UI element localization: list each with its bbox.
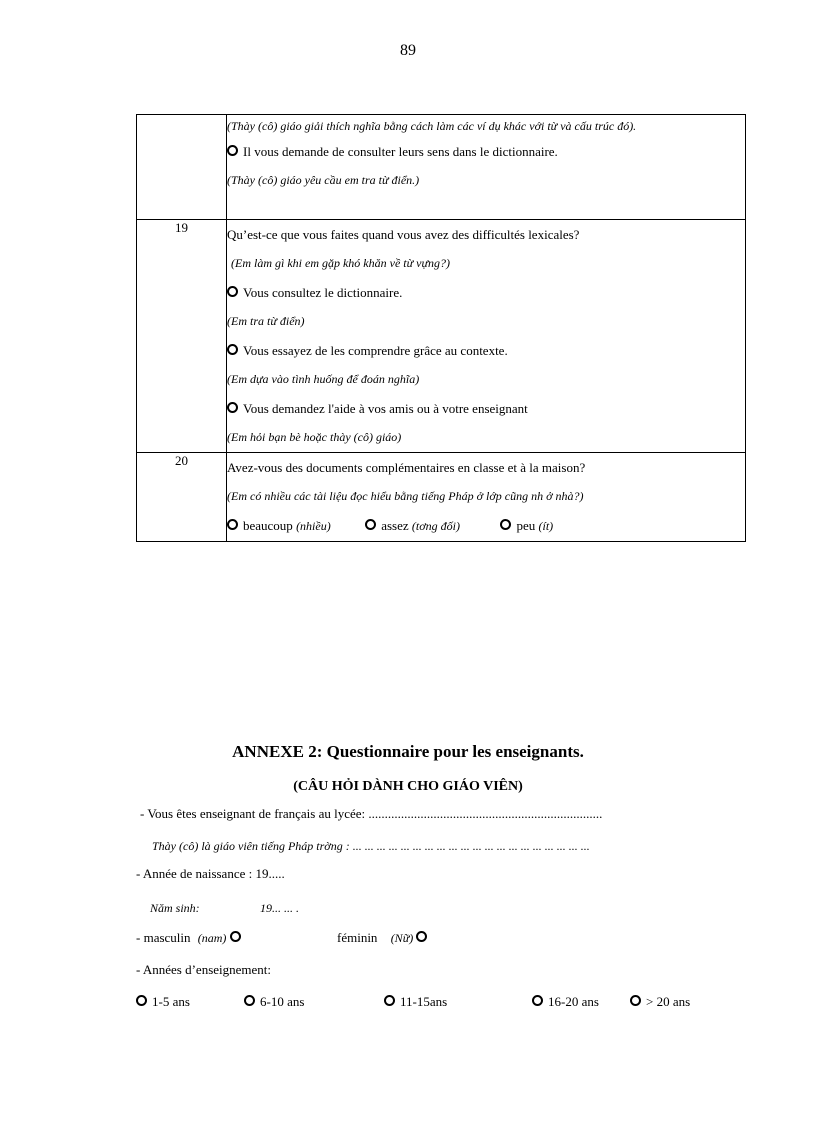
- radio-circle-icon[interactable]: [227, 519, 238, 530]
- radio-circle-icon[interactable]: [630, 995, 641, 1006]
- table-row: [137, 220, 746, 453]
- teacher-field: - Vous êtes enseignant de français au lycée: ........................................................................: [140, 806, 603, 821]
- option-text: Vous consultez le dictionnaire.: [243, 285, 403, 300]
- question-text: Qu’est-ce que vous faites quand vous avez des difficultés lexicales?: [227, 227, 580, 242]
- choice-assez-vi: (tơng đối): [411, 519, 460, 533]
- question-text-vi: (Em có nhiều các tài liệu đọc hiểu bằng tiếng Pháp ở lớp cũng nh ở nhà?): [227, 489, 584, 503]
- table-row: [137, 453, 746, 542]
- questionnaire-table: [136, 114, 746, 542]
- option-text: Vous demandez l'aide à vos amis ou à votre enseignant: [243, 401, 528, 416]
- choice-beaucoup: beaucoup: [243, 518, 293, 533]
- question-number: 20: [137, 453, 227, 542]
- option-text-vi: (Em dựa vào tình huống để đoán nghĩa): [227, 372, 420, 386]
- masculin-label: - masculin: [136, 930, 191, 945]
- years-option-label: 16-20 ans: [548, 994, 599, 1009]
- years-option-4[interactable]: [532, 994, 599, 1010]
- question-text-vi: (Em làm gì khi em gặp khó khăn về từ vựng?): [231, 256, 451, 270]
- years-option-1[interactable]: [136, 994, 190, 1010]
- feminin-row: [337, 930, 432, 946]
- question-body: [227, 115, 746, 220]
- choice-assez: assez: [381, 518, 409, 533]
- radio-circle-icon[interactable]: [416, 931, 427, 942]
- birth-year-field: - Année de naissance : 19.....: [136, 866, 285, 881]
- radio-circle-icon[interactable]: [227, 145, 238, 156]
- radio-circle-icon[interactable]: [384, 995, 395, 1006]
- years-option-label: > 20 ans: [646, 994, 691, 1009]
- option-text-vi: (Em hỏi bạn bè hoặc thày (cô) giáo): [227, 430, 402, 444]
- option-text: Il vous demande de consulter leurs sens dans le dictionnaire.: [243, 144, 558, 159]
- choice-beaucoup-vi: (nhiều): [296, 519, 331, 533]
- birth-year-value-vi: 19... ... .: [260, 901, 299, 915]
- option-text-vi: (Thày (cô) giáo yêu cầu em tra từ điển.): [227, 173, 420, 187]
- radio-circle-icon[interactable]: [365, 519, 376, 530]
- radio-circle-icon[interactable]: [227, 402, 238, 413]
- years-option-label: 1-5 ans: [152, 994, 190, 1009]
- radio-circle-icon[interactable]: [227, 344, 238, 355]
- choice-peu: peu: [516, 518, 536, 533]
- option-text-vi: (Em tra từ điển): [227, 314, 305, 328]
- radio-circle-icon[interactable]: [136, 995, 147, 1006]
- annex-subtitle: (CÂU HỎI DÀNH CHO GIÁO VIÊN): [293, 779, 523, 794]
- years-option-3[interactable]: [384, 994, 447, 1010]
- question-text: Avez-vous des documents complémentaires en classe et à la maison?: [227, 460, 586, 475]
- teaching-years-label: - Années d’enseignement:: [136, 962, 272, 977]
- table-row: [137, 115, 746, 220]
- radio-circle-icon[interactable]: [227, 286, 238, 297]
- question-body: [227, 453, 746, 542]
- radio-circle-icon[interactable]: [532, 995, 543, 1006]
- teacher-field-vi: Thày (cô) là giáo viên tiếng Pháp trờng : ... ... ... ... ... ... ... ... ... ... ... ... ... ... ... ... ... ... ... ...: [152, 839, 590, 853]
- years-option-label: 6-10 ans: [260, 994, 305, 1009]
- years-option-2[interactable]: [244, 994, 304, 1010]
- years-option-label: 11-15ans: [400, 994, 448, 1009]
- radio-circle-icon[interactable]: [230, 931, 241, 942]
- birth-year-label-vi: Năm sinh:: [150, 901, 200, 915]
- question-body: [227, 220, 746, 453]
- annex-title: ANNEXE 2: Questionnaire pour les enseignants.: [232, 742, 584, 761]
- radio-circle-icon[interactable]: [244, 995, 255, 1006]
- feminin-label-vi: (Nữ): [390, 931, 414, 945]
- radio-circle-icon[interactable]: [500, 519, 511, 530]
- question-number: [137, 115, 227, 220]
- feminin-label: féminin: [337, 930, 378, 945]
- page-number: 89: [400, 42, 416, 59]
- option-text: Vous essayez de les comprendre grâce au contexte.: [243, 343, 508, 358]
- choice-peu-vi: (ít): [538, 519, 554, 533]
- masculin-label-vi: (nam): [197, 931, 227, 945]
- gender-row: [136, 930, 246, 946]
- explanation-vi: (Thày (cô) giáo giải thích nghĩa bằng cách làm các ví dụ khác với từ và cấu trúc đó).: [227, 119, 637, 133]
- question-number: 19: [137, 220, 227, 453]
- years-option-5[interactable]: [630, 994, 690, 1010]
